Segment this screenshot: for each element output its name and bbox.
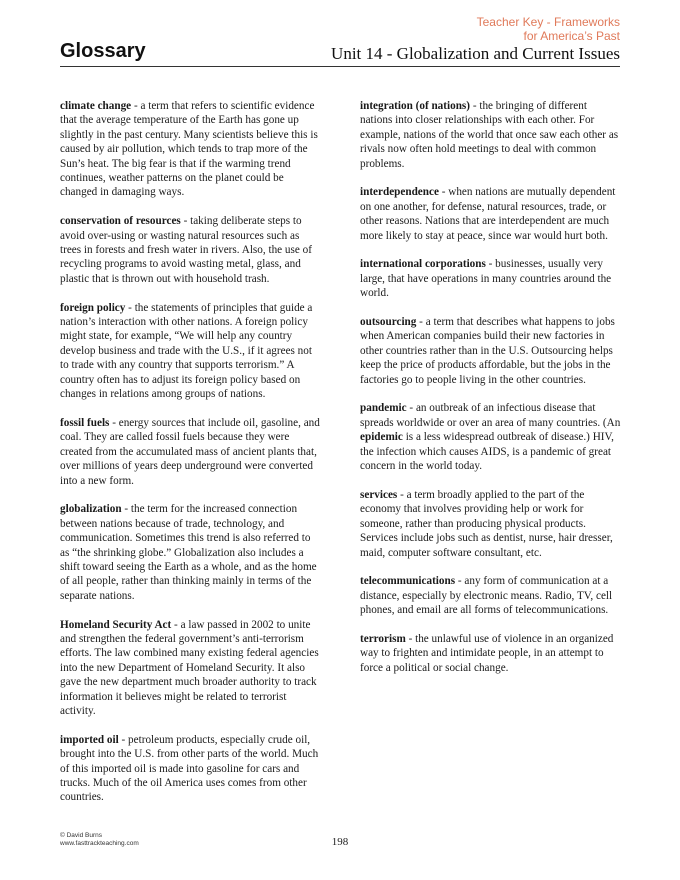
header-divider xyxy=(60,66,620,67)
glossary-entry xyxy=(360,185,622,243)
glossary-entry xyxy=(360,401,622,473)
glossary-term: interdependence xyxy=(360,186,439,199)
glossary-definition: - the statements of principles that guide a nation’s interaction with other nations. A foreign policy might state, for example, “We will help any country develop business and trade with the U.S., if it agrees not to trade with any country that supports terrorism.” A country often has to adjust its foreign policy based on changes in relations among groups of nations. xyxy=(60,301,313,401)
glossary-term: terrorism xyxy=(360,632,406,645)
glossary-term: imported oil xyxy=(60,733,119,746)
glossary-entry xyxy=(60,416,322,488)
glossary-definition: - an outbreak of an infectious disease that spreads worldwide or over an area of many countries. (An xyxy=(360,402,621,429)
glossary-term: pandemic xyxy=(360,402,407,415)
teacher-key-label xyxy=(477,15,620,43)
glossary-entry xyxy=(360,632,622,675)
glossary-definition: - businesses, usually very large, that have operations in many countries around the world. xyxy=(360,258,612,300)
glossary-definition: - any form of communication at a distance, especially by electronic means. Radio, TV, cell phones, and email are all forms of telecommunications. xyxy=(360,575,613,617)
teacher-key-line-1: Teacher Key - Frameworks xyxy=(476,15,620,29)
glossary-entry xyxy=(60,301,322,402)
glossary-term: outsourcing xyxy=(360,316,417,329)
glossary-entry xyxy=(60,618,322,719)
glossary-entry xyxy=(60,733,322,805)
copyright-text: © David Burns xyxy=(60,832,102,839)
glossary-entry xyxy=(360,574,622,617)
glossary-inline-term: epidemic xyxy=(360,431,403,444)
glossary-definition: - the term for the increased connection between nations because of trade, technology, and communication. Sometimes this trend is also referred to as “the shrinking globe.” Globalization also includes a shift toward seeing the Earth as a whole, and as the home of all people, rather than thinking mainly in terms of the separate nations. xyxy=(60,503,317,602)
glossary-term: Homeland Security Act xyxy=(60,618,172,631)
glossary-definition: - when nations are mutually dependent on one another, for defense, natural resources, trade, or other reasons. Nations that are interdependent are much more likely to stay at peace, since war would hurt both. xyxy=(360,186,616,242)
glossary-term: integration (of nations) xyxy=(360,100,471,112)
glossary-left-column xyxy=(60,99,322,819)
glossary-definition: - the unlawful use of violence in an organized way to frighten and intimidate people, in an attempt to force a political or social change. xyxy=(360,632,614,674)
glossary-definition: - taking deliberate steps to avoid over-using or wasting natural resources such as trees in forests and fresh water in rivers. Also, the use of recycling programs to avoid wasting metal, glass, and plastic that is thrown out with household trash. xyxy=(60,215,312,285)
teacher-key-line-2: for America’s Past xyxy=(523,29,620,43)
glossary-term: conservation of resources xyxy=(60,215,181,228)
glossary-term: telecommunications xyxy=(360,575,456,588)
unit-title: Unit 14 - Globalization and Current Issues xyxy=(331,44,620,63)
page-title: Glossary xyxy=(60,40,146,62)
glossary-definition: - a term that refers to scientific evidence that the average temperature of the Earth has gone up slightly in the past century. Many scientists believe this is caused by air pollution, which tends to trap more of the Sun’s heat. The big fear is that if the warming trend continues, weather patterns on the planet could be changed in damaging ways. xyxy=(60,100,318,199)
glossary-definition: - energy sources that include oil, gasoline, and coal. They are called fossil fuels because they were created from the accumulated mass of ancient plants that, over millions of years deep underground were converted into a new form. xyxy=(60,416,320,487)
glossary-definition: - a term broadly applied to the part of the economy that involves providing help or work for someone, rather than producing physical products. Services include jobs such as dentist, nurse, hair dresser, maid, computer software consultant, etc. xyxy=(360,488,613,559)
glossary-right-column xyxy=(360,99,622,690)
glossary-term: foreign policy xyxy=(60,301,126,314)
glossary-entry xyxy=(60,214,322,286)
website-text: www.fasttrackteaching.com xyxy=(60,840,139,847)
glossary-definition: - petroleum products, especially crude oil, brought into the U.S. from other parts of the world. Much of this imported oil is made into gasoline for cars and trucks. Much of the oil America uses comes from other countries. xyxy=(60,733,319,804)
glossary-entry xyxy=(360,99,622,171)
glossary-definition: - a term that describes what happens to jobs when American companies build their new factories in other countries rather than in the U.S. Outsourcing helps keep the price of products affordable, but the jobs in the factories go to people living in the other countries. xyxy=(360,316,615,386)
page-number: 198 xyxy=(331,836,349,848)
glossary-entry xyxy=(360,257,622,300)
glossary-term: climate change xyxy=(60,100,132,112)
glossary-term: globalization xyxy=(60,503,122,516)
glossary-definition: - a law passed in 2002 to unite and strengthen the federal government’s anti-terrorism efforts. The law combined many existing federal agencies into the new Department of Homeland Security. It also gave the new department much broader authority to track information it believes might be related to terrorist activity. xyxy=(60,618,319,717)
glossary-term: services xyxy=(360,488,398,501)
glossary-definition-continued: is a less widespread outbreak of disease.) HIV, the infection which causes AIDS, is a pandemic of great concern in the world today. xyxy=(360,431,614,473)
glossary-term: fossil fuels xyxy=(60,416,110,429)
glossary-entry xyxy=(360,488,622,560)
glossary-definition: - the bringing of different nations into closer relationships with each other. For example, nations of the world that once saw each other as rivals now often hold meetings to deal with common problems. xyxy=(360,100,619,170)
glossary-entry xyxy=(360,315,622,387)
glossary-entry xyxy=(60,99,322,200)
glossary-entry xyxy=(60,502,322,603)
glossary-term: international corporations xyxy=(360,258,486,271)
